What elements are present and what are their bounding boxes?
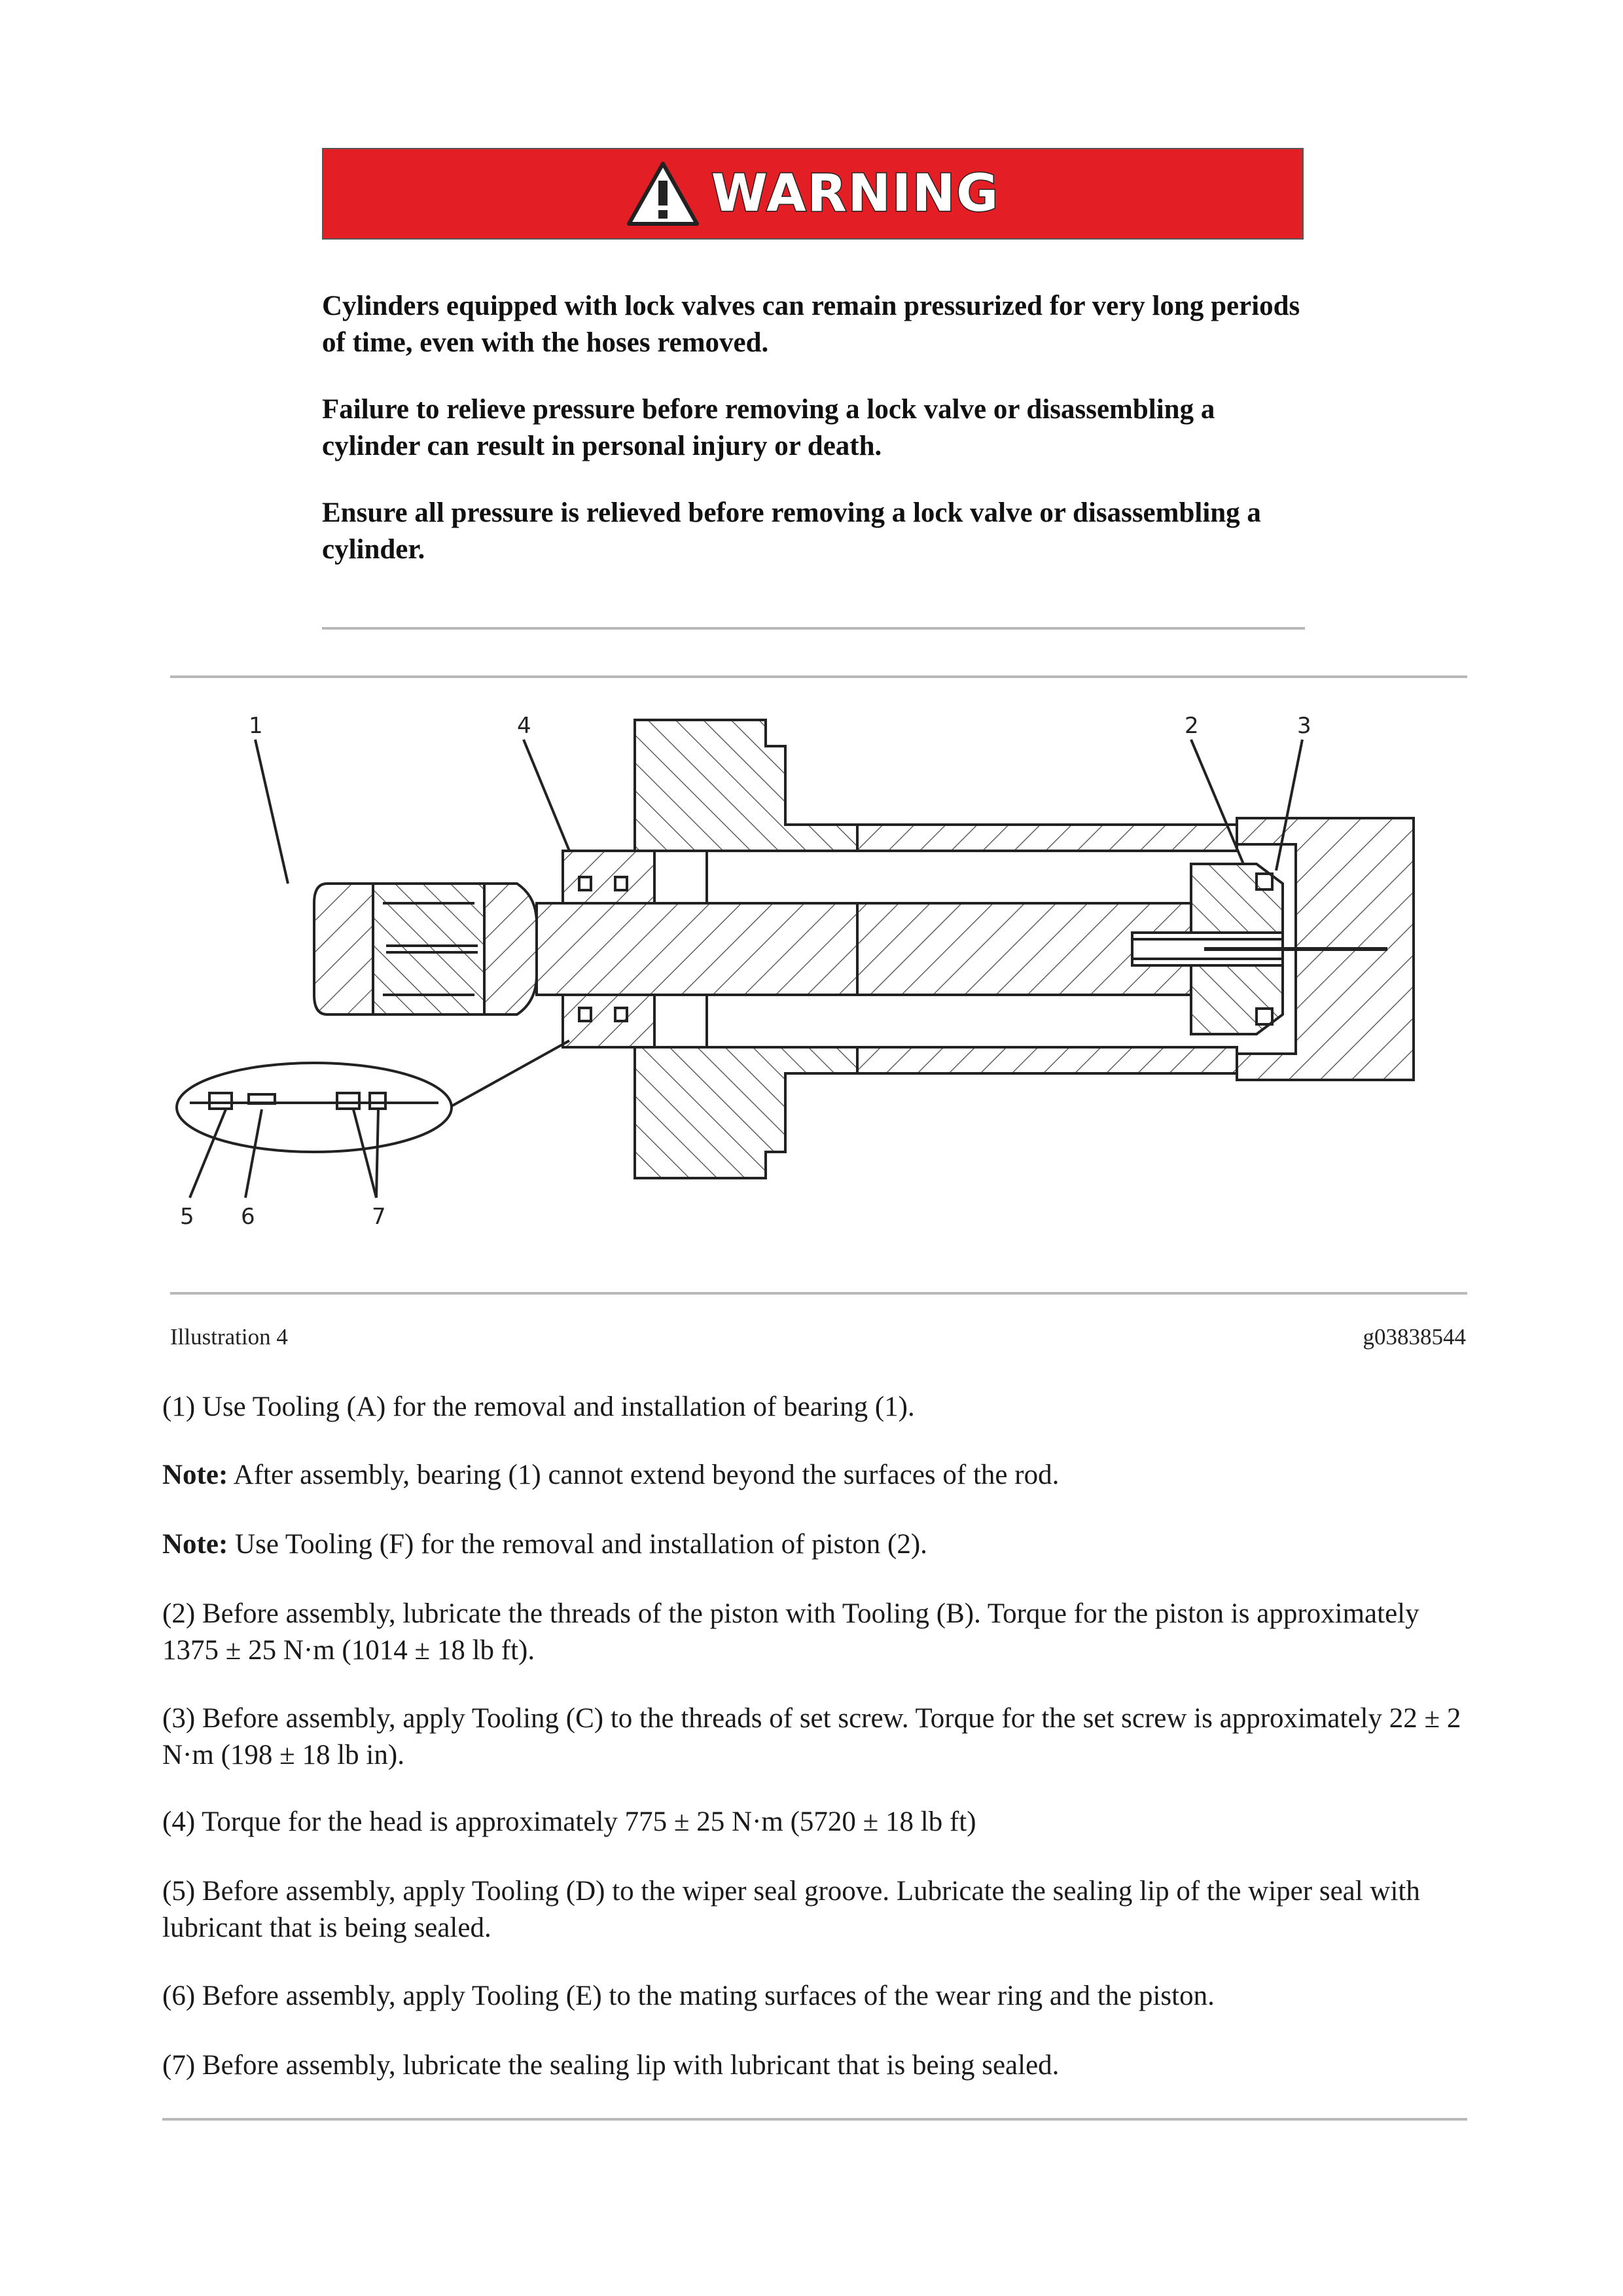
- step-7: (7) Before assembly, lubricate the sealing lip with lubricant that is being sealed.: [162, 2050, 1060, 2081]
- cylinder-illustration: [170, 687, 1466, 1276]
- step-1: (1) Use Tooling (A) for the removal and installation of bearing (1).: [162, 1391, 915, 1422]
- warning-paragraph-3: Ensure all pressure is relieved before removing a lock valve or disassembling a cylinder.: [322, 497, 1261, 565]
- step-5: (5) Before assembly, apply Tooling (D) to the wiper seal groove. Lubricate the sealing lip of the wiper seal with lubricant that is being sealed.: [162, 1876, 1420, 1943]
- note-1-text: After assembly, bearing (1) cannot extend beyond the surfaces of the rod.: [228, 1460, 1060, 1490]
- figure-caption-label: Illustration 4: [170, 1324, 288, 1350]
- step-3: (3) Before assembly, apply Tooling (C) to the threads of set screw. Torque for the set screw is approximately 22 ± 2 N·m (198 ± 18 lb in).: [162, 1703, 1461, 1770]
- page-bottom-divider: [162, 2118, 1467, 2121]
- warning-paragraph-1: Cylinders equipped with lock valves can remain pressurized for very long periods of time, even with the hoses removed.: [322, 291, 1300, 358]
- figure-bottom-divider: [170, 1292, 1467, 1295]
- callout-5: 5: [180, 1204, 194, 1230]
- note-1: [162, 1457, 1465, 1494]
- note-2-text: Use Tooling (F) for the removal and installation of piston (2).: [228, 1529, 927, 1560]
- callout-7: 7: [372, 1204, 386, 1230]
- step-6: (6) Before assembly, apply Tooling (E) to the mating surfaces of the wear ring and the piston.: [162, 1981, 1215, 2011]
- figure-top-divider: [170, 675, 1467, 678]
- warning-paragraph-2: Failure to relieve pressure before removing a lock valve or disassembling a cylinder can result in personal injury or death.: [322, 394, 1215, 461]
- callout-2: 2: [1185, 713, 1199, 739]
- callout-1: 1: [249, 713, 263, 739]
- callout-3: 3: [1297, 713, 1311, 739]
- note-2-label: Note:: [162, 1529, 228, 1560]
- warning-banner: [322, 148, 1304, 240]
- warning-triangle-icon: [626, 161, 700, 226]
- note-1-label: Note:: [162, 1460, 228, 1490]
- warning-label: WARNING: [711, 164, 1000, 223]
- step-2: (2) Before assembly, lubricate the threads of the piston with Tooling (B). Torque for the piston is approximately 1375 ± 25 N·m (1014 ± 18 lb ft).: [162, 1598, 1419, 1666]
- warning-divider: [322, 627, 1305, 630]
- step-4: (4) Torque for the head is approximately 775 ± 25 N·m (5720 ± 18 lb ft): [162, 1806, 976, 1837]
- callout-4: 4: [517, 713, 531, 739]
- note-2: [162, 1526, 1465, 1563]
- figure-caption-id: g03838544: [1363, 1324, 1466, 1350]
- callout-6: 6: [241, 1204, 255, 1230]
